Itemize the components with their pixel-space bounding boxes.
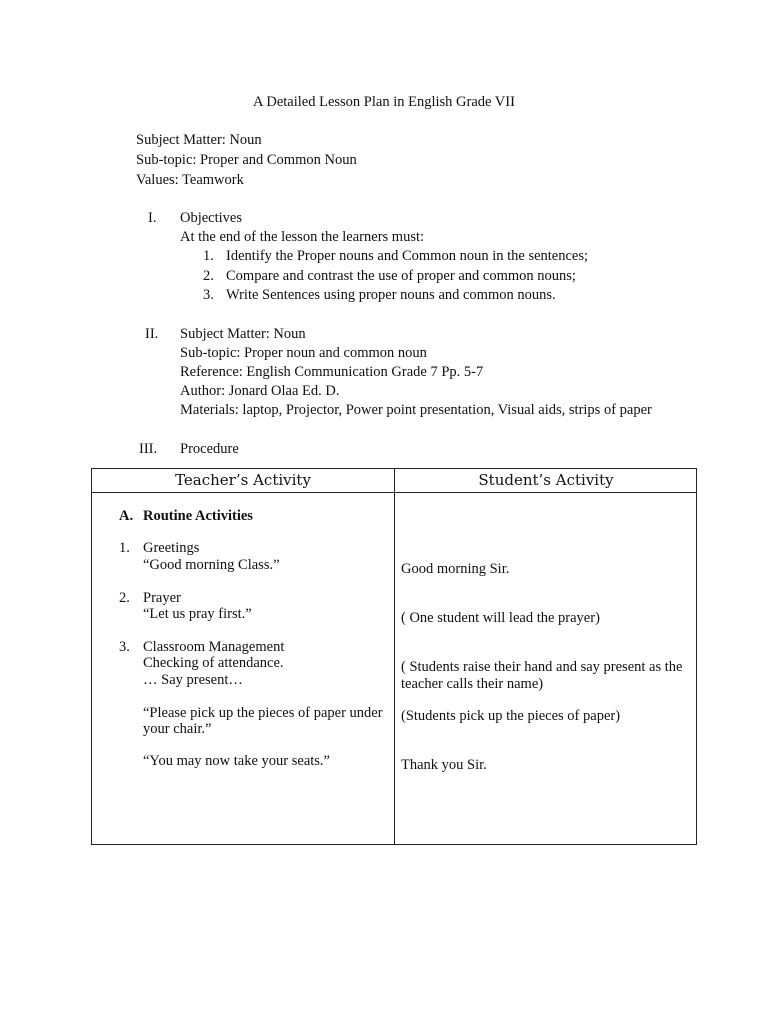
prayer-label: Prayer [143, 590, 181, 606]
pick-up-quote: “Please pick up the pieces of paper under [143, 705, 383, 721]
procedure-heading: Procedure [180, 441, 239, 457]
subject-line: Materials: laptop, Projector, Power point presentation, Visual aids, strips of paper [180, 402, 652, 418]
table-header-divider [92, 492, 696, 493]
student-activity-header: Student’s Activity [478, 471, 614, 489]
subject-line: Sub-topic: Proper noun and common noun [180, 345, 427, 361]
greetings-quote: “Good morning Class.” [143, 557, 280, 573]
table-column-divider [394, 469, 395, 844]
objective-item: Compare and contrast the use of proper and common nouns; [226, 268, 576, 284]
student-thanks-response: Thank you Sir. [401, 757, 487, 773]
objective-num: 3. [203, 287, 214, 303]
section-numeral-procedure: III. [139, 441, 158, 457]
values-line: Values: Teamwork [136, 172, 244, 188]
item-number: 1. [119, 540, 130, 556]
pick-up-quote-continued: your chair.” [143, 721, 212, 737]
subject-matter-line: Subject Matter: Noun [136, 132, 262, 148]
say-present-line: … Say present… [143, 672, 243, 688]
subject-line: Reference: English Communication Grade 7 Pp. 5-7 [180, 364, 484, 380]
objective-item: Identify the Proper nouns and Common noun in the sentences; [226, 248, 589, 264]
student-present-response-continued: teacher calls their name) [401, 676, 544, 692]
objective-num: 2. [203, 268, 214, 284]
subject-line: Author: Jonard Olaa Ed. D. [180, 383, 340, 399]
item-number: 2. [119, 590, 130, 606]
attendance-line: Checking of attendance. [143, 655, 284, 671]
routine-activities-label: Routine Activities [143, 508, 253, 524]
objectives-heading: Objectives [180, 210, 243, 226]
student-present-response: ( Students raise their hand and say present as the [401, 659, 683, 675]
prayer-quote: “Let us pray first.” [143, 606, 252, 622]
student-pick-up-response: (Students pick up the pieces of paper) [401, 708, 621, 724]
student-greeting-response: Good morning Sir. [401, 561, 510, 577]
subject-line: Subject Matter: Noun [180, 326, 306, 342]
sub-topic-line: Sub-topic: Proper and Common Noun [136, 152, 357, 168]
page-title: A Detailed Lesson Plan in English Grade VII [253, 94, 515, 110]
section-numeral-objectives: I. [148, 210, 157, 226]
objective-num: 1. [203, 248, 214, 264]
take-seats-quote: “You may now take your seats.” [143, 753, 330, 769]
activity-table [91, 468, 697, 845]
student-prayer-response: ( One student will lead the prayer) [401, 610, 600, 626]
objectives-intro: At the end of the lesson the learners must: [180, 229, 425, 245]
greetings-label: Greetings [143, 540, 200, 556]
section-numeral-subject: II. [145, 326, 159, 342]
teacher-activity-header: Teacher’s Activity [175, 471, 311, 489]
routine-letter: A. [119, 508, 134, 524]
classroom-management-label: Classroom Management [143, 639, 285, 655]
objective-item: Write Sentences using proper nouns and common nouns. [226, 287, 556, 303]
item-number: 3. [119, 639, 130, 655]
